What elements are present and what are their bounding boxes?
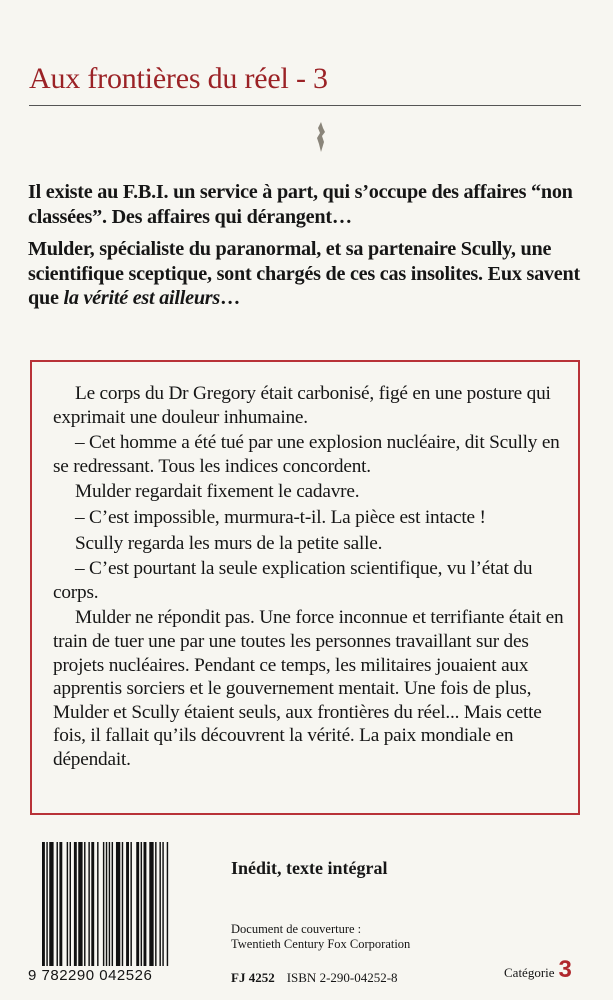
- intro-paragraph-2: [28, 237, 588, 311]
- barcode-bar: [84, 842, 85, 966]
- excerpt-paragraph: – C’est impossible, murmura-t-il. La pièce est intacte !: [75, 506, 486, 528]
- barcode-bar: [97, 842, 98, 966]
- category-number: 3: [558, 956, 572, 983]
- barcode-bar: [42, 842, 45, 966]
- category: [504, 956, 572, 984]
- barcode-bar: [91, 842, 94, 966]
- barcode-bar: [112, 842, 113, 966]
- cover-credit-line-1: Document de couverture :: [231, 922, 362, 936]
- excerpt-text: [53, 382, 573, 772]
- barcode-bars: [42, 842, 214, 966]
- barcode-bar: [136, 842, 139, 966]
- barcode-number: 9 782290 042526: [28, 967, 153, 984]
- barcode-bar: [159, 842, 160, 966]
- barcode-bar: [155, 842, 156, 966]
- barcode-bar: [49, 842, 53, 966]
- excerpt-paragraph: Scully regarda les murs de la petite salle.: [75, 532, 383, 554]
- barcode-bar: [46, 842, 47, 966]
- series-title: Aux frontières du réel - 3: [29, 62, 328, 95]
- ink-smudge: [316, 122, 326, 152]
- barcode-bar: [103, 842, 104, 966]
- barcode-bar: [149, 842, 153, 966]
- barcode-bar: [88, 842, 89, 966]
- title-rule: [29, 105, 581, 106]
- intro-paragraph-2-main: Mulder, spécialiste du paranormal, et sa partenaire Scully, une scientifique sceptique, sont chargés de ces cas insolites. Eux savent que: [28, 238, 580, 309]
- excerpt-paragraph: – Cet homme a été tué par une explosion nucléaire, dit Scully en se redressant. Tous les indices concordent.: [53, 432, 560, 477]
- barcode-bar: [144, 842, 147, 966]
- excerpt-paragraph: Mulder regardait fixement le cadavre.: [75, 481, 360, 503]
- barcode-bar: [70, 842, 71, 966]
- excerpt-paragraph: – C’est pourtant la seule explication scientifique, vu l’état du corps.: [53, 558, 533, 603]
- barcode-bar: [109, 842, 110, 966]
- cover-credit: [231, 922, 410, 952]
- category-label: Catégorie: [504, 965, 555, 980]
- barcode-bar: [78, 842, 82, 966]
- barcode-bar: [57, 842, 58, 966]
- barcode-bar: [130, 842, 131, 966]
- edition-note: Inédit, texte intégral: [231, 858, 388, 878]
- barcode-bar: [116, 842, 120, 966]
- barcode: [28, 842, 214, 992]
- excerpt-paragraph: Mulder ne répondit pas. Une force inconnue et terrifiante était en train de tuer une par une toutes les personnes travaillant sur des projets nucléaires. Pendant ce temps, les militaires jouaient aux apprentis sorciers et le gouvernement mentait. Une fois de plus, Mulder et Scully étaient seuls, aux frontières du réel... Mais cette fois, il fallait qu’ils découvrent la vérité. La paix mondiale en dépendait.: [53, 607, 564, 770]
- fj-code: FJ 4252: [231, 970, 275, 985]
- barcode-bar: [126, 842, 129, 966]
- barcode-bar: [167, 842, 168, 966]
- barcode-bar: [74, 842, 77, 966]
- excerpt-paragraph: Le corps du Dr Gregory était carbonisé, figé en une posture qui exprimait une douleur inhumaine.: [53, 383, 551, 428]
- intro-paragraph-2-end: …: [220, 287, 240, 309]
- intro-paragraph-2-italic: la vérité est ailleurs: [63, 287, 221, 309]
- isbn: ISBN 2-290-04252-8: [286, 970, 398, 985]
- book-codes: [231, 970, 398, 986]
- barcode-bar: [162, 842, 163, 966]
- cover-credit-line-2: Twentieth Century Fox Corporation: [231, 937, 411, 951]
- barcode-bar: [59, 842, 62, 966]
- intro-paragraph-1: Il existe au F.B.I. un service à part, qui s’occupe des affaires “non classées”. Des affaires qui dérangent…: [28, 181, 573, 228]
- barcode-bar: [67, 842, 68, 966]
- barcode-bar: [106, 842, 107, 966]
- barcode-bar: [122, 842, 123, 966]
- barcode-bar: [141, 842, 142, 966]
- intro-blurb: [28, 180, 588, 319]
